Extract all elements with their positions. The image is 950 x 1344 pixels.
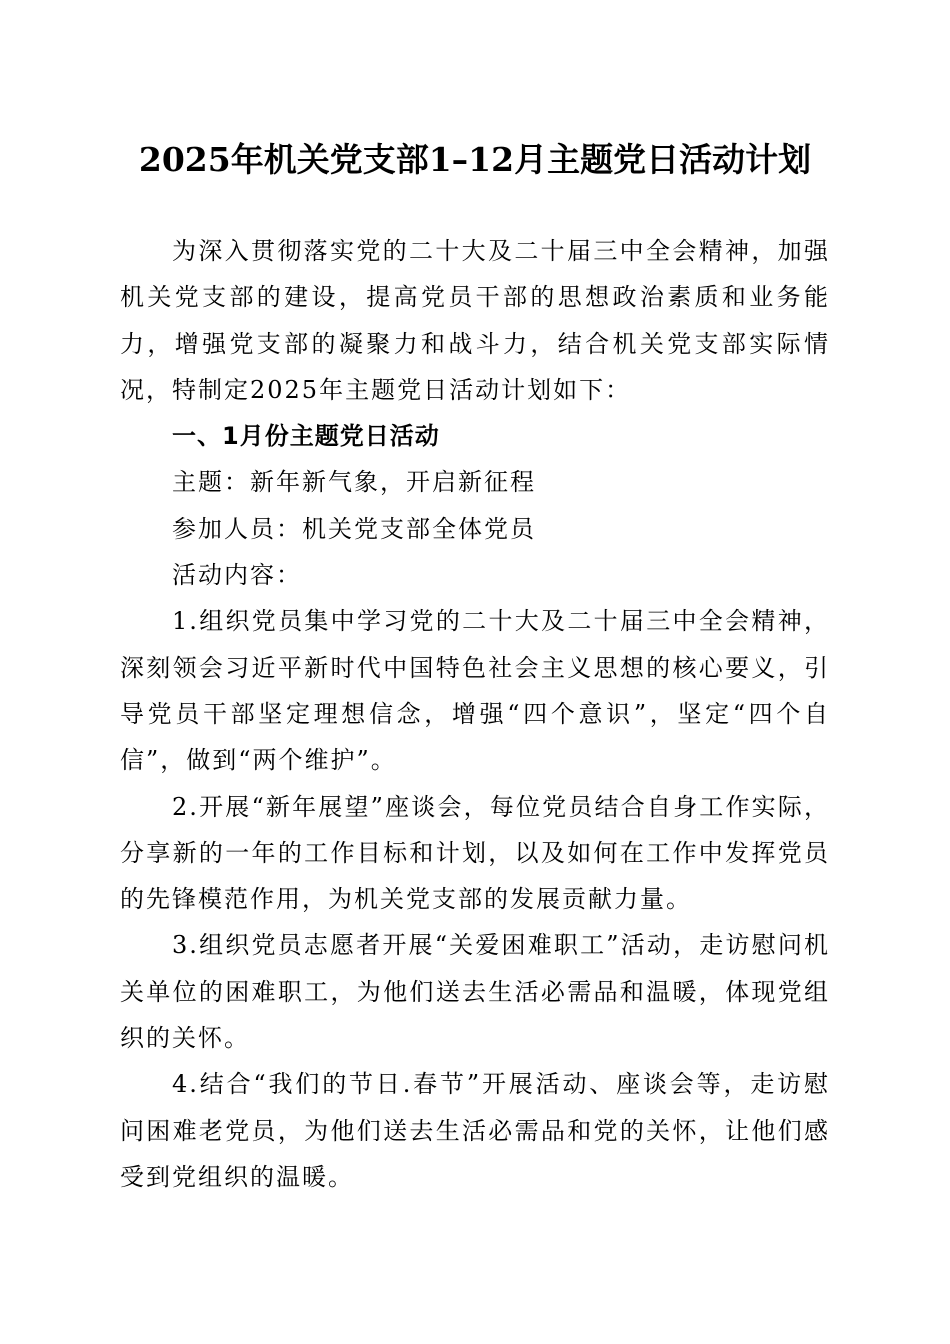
section-participants: 参加人员：机关党支部全体党员 <box>172 514 536 543</box>
activity-item-2: 2.开展“新年展望”座谈会，每位党员结合自身工作实际，分享新的一年的工作目标和计划，以及如何在工作中发挥党员的先锋模范作用，为机关党支部的发展贡献力量。 <box>120 792 830 914</box>
intro-paragraph: 为深入贯彻落实党的二十大及二十届三中全会精神，加强机关党支部的建设，提高党员干部的思想政治素质和业务能力，增强党支部的凝聚力和战斗力，结合机关党支部实际情况，特制定2025年主题党日活动计划如下： <box>120 237 830 404</box>
activity-item-3: 3.组织党员志愿者开展“关爱困难职工”活动，走访慰问机关单位的困难职工，为他们送去生活必需品和温暖，体现党组织的关怀。 <box>120 931 830 1053</box>
section-heading-january: 一、1月份主题党日活动 <box>172 422 440 451</box>
section-theme: 主题：新年新气象，开启新征程 <box>172 468 536 497</box>
document-body <box>120 228 830 1200</box>
activity-item-4: 4.结合“我们的节日.春节”开展活动、座谈会等，走访慰问困难老党员，为他们送去生活必需品和党的关怀，让他们感受到党组织的温暖。 <box>120 1070 830 1191</box>
section-content-label: 活动内容： <box>172 561 302 590</box>
activity-item-1: 1.组织党员集中学习党的二十大及二十届三中全会精神，深刻领会习近平新时代中国特色社会主义思想的核心要义，引导党员干部坚定理想信念，增强“四个意识”，坚定“四个自信”，做到“两个维护”。 <box>120 607 830 775</box>
document-title: 2025年机关党支部1–12月主题党日活动计划 <box>138 140 812 179</box>
